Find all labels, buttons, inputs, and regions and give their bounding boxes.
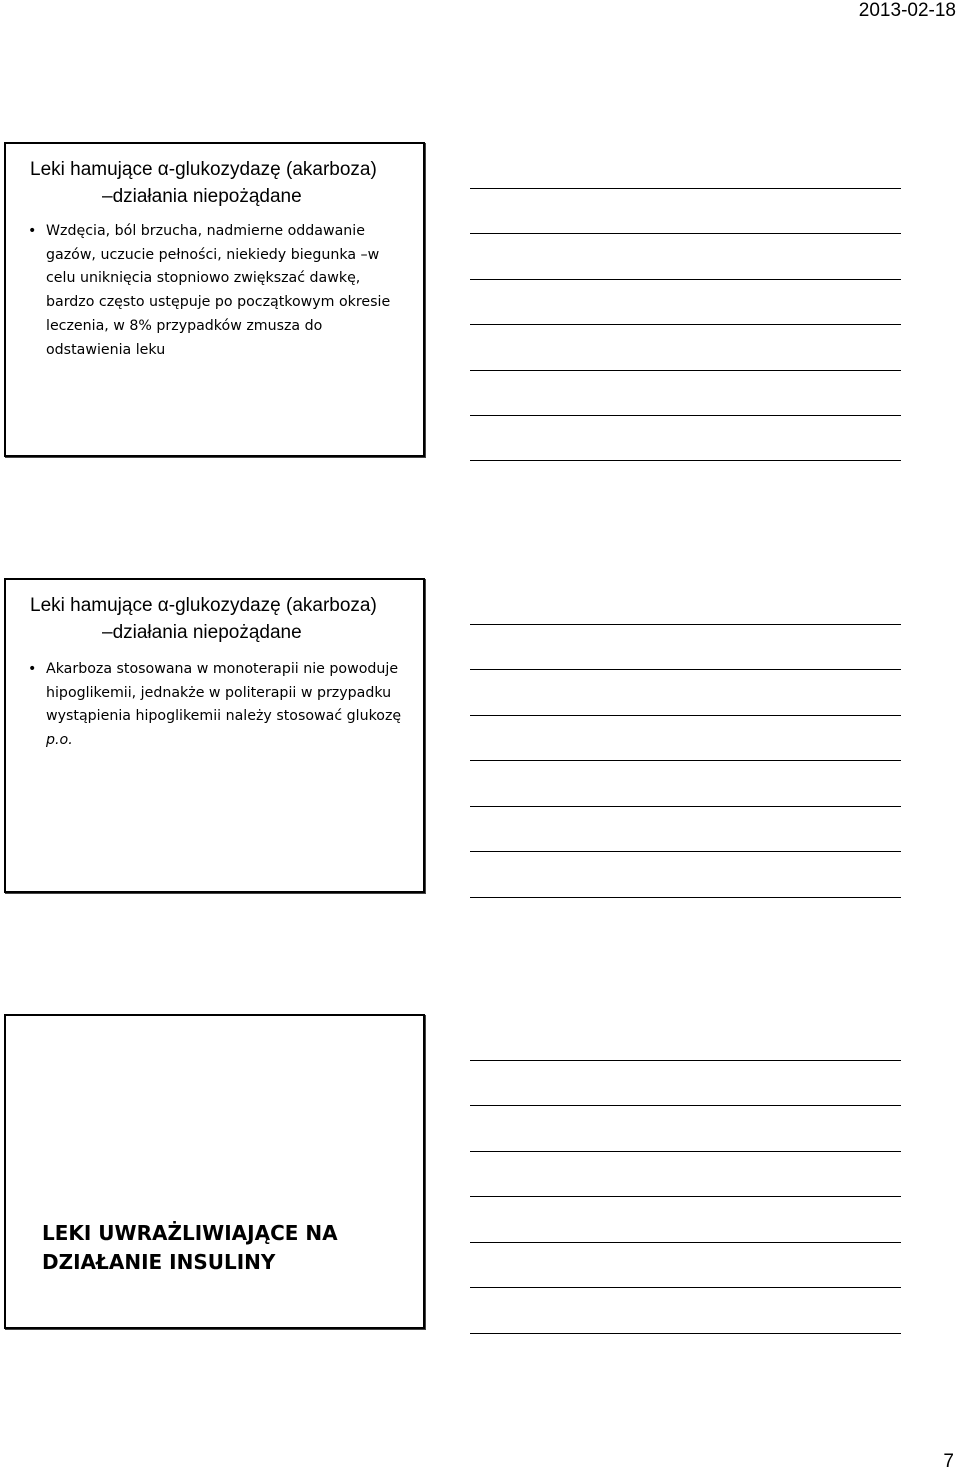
slide-title-part2: α-glukozydazę (akarboza): [157, 159, 377, 180]
slide-1: [4, 142, 425, 457]
note-line: [470, 624, 901, 625]
slide-title-line2: –działania niepożądane: [102, 622, 302, 643]
note-line: [470, 851, 901, 852]
section-title-line2: DZIAŁANIE INSULINY: [42, 1250, 276, 1274]
slide-2: [4, 578, 425, 893]
note-line: [470, 1287, 901, 1288]
bullet-list: [28, 658, 408, 753]
slide-title-part1: Leki hamujące: [30, 595, 158, 616]
slide-title: [30, 156, 420, 210]
slide-title: [30, 592, 420, 646]
section-title: [42, 1219, 338, 1277]
bullet-text-italic: p.o.: [46, 732, 73, 749]
slide-title-part1: Leki hamujące: [30, 159, 158, 180]
note-line: [470, 806, 901, 807]
note-line: [470, 715, 901, 716]
note-line: [470, 460, 901, 461]
bullet-item: • Wzdęcia, ból brzucha, nadmierne oddawanie gazów, uczucie pełności, niekiedy biegunka –w celu uniknięcia stopniowo zwiększać dawkę, bardzo często ustępuje po początkowym okresie leczenia, w 8% przypadków zmusza do odstawienia leku: [28, 220, 408, 362]
note-line: [470, 415, 901, 416]
note-line: [470, 279, 901, 280]
note-line: [470, 669, 901, 670]
slide-3: [4, 1014, 425, 1329]
bullet-list: [28, 220, 408, 362]
note-line: [470, 233, 901, 234]
note-line: [470, 1151, 901, 1152]
bullet-text: Akarboza stosowana w monoterapii nie powoduje hipoglikemii, jednakże w politerapii w przypadku wystąpienia hipoglikemii należy stosować glukozę: [46, 661, 402, 725]
note-line: [470, 1105, 901, 1106]
note-line: [470, 1196, 901, 1197]
note-line: [470, 370, 901, 371]
note-line: [470, 188, 901, 189]
header-date: 2013-02-18: [858, 0, 956, 21]
note-line: [470, 760, 901, 761]
page-number: 7: [943, 1451, 954, 1472]
note-line: [470, 1333, 901, 1334]
note-line: [470, 1242, 901, 1243]
note-line: [470, 897, 901, 898]
section-title-line1: LEKI UWRAŻLIWIAJĄCE NA: [42, 1221, 338, 1245]
note-line: [470, 1060, 901, 1061]
slide-title-part2: α-glukozydazę (akarboza): [157, 595, 377, 616]
slide-title-line2: –działania niepożądane: [102, 186, 302, 207]
bullet-item: [28, 658, 408, 753]
note-line: [470, 324, 901, 325]
